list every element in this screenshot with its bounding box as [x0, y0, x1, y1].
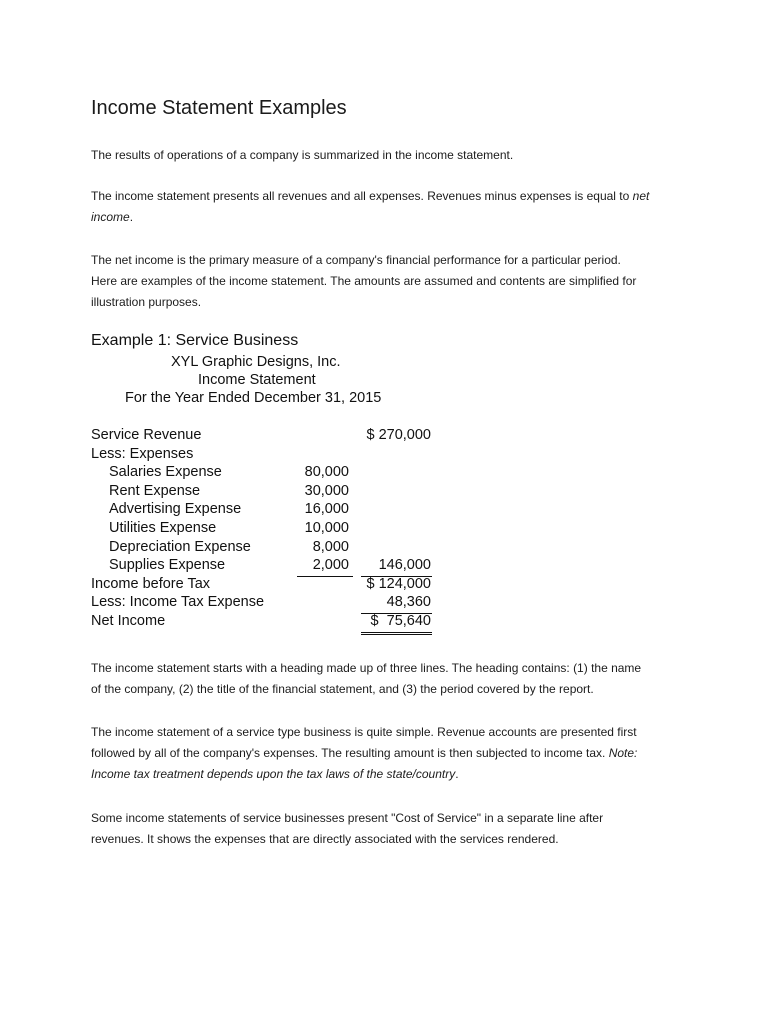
note-paragraph-3-line-2: revenues. It shows the expenses that are directly associated with the services rendered. — [91, 832, 559, 846]
net-income-emphasis-2: income — [91, 210, 130, 224]
net-income-double-rule-bottom — [361, 634, 432, 635]
note-paragraph-1 — [91, 658, 681, 700]
note-paragraph-3 — [91, 808, 681, 850]
intro-paragraph-2 — [91, 186, 681, 228]
intro-paragraph-3-line-2: Here are examples of the income statement. The amounts are assumed and contents are simplified for — [91, 274, 637, 288]
row-total-net-income: $ 75,640 — [370, 613, 431, 629]
net-income-emphasis-1: net — [632, 189, 650, 203]
row-total-expenses: 146,000 — [378, 557, 431, 574]
row-label-depreciation: Depreciation Expense — [109, 538, 251, 555]
row-label-net-income: Net Income — [91, 613, 166, 629]
note-paragraph-2-line-3 — [91, 764, 681, 785]
row-label-less-expenses: Less: Expenses — [91, 445, 194, 462]
intro-paragraph-3-line-3: illustration purposes. — [91, 295, 202, 309]
intro-paragraph-1: The results of operations of a company is summarized in the income statement. — [91, 148, 514, 162]
net-income-double-rule-top — [361, 632, 432, 633]
note-paragraph-2 — [91, 722, 681, 785]
intro-paragraph-2-text: The income statement presents all revenues and all expenses. Revenues minus expenses is equal to — [91, 189, 633, 203]
note-paragraph-2-text: followed by all of the company's expenses. The resulting amount is then subjected to income tax. — [91, 746, 609, 760]
row-total-income-tax: 48,360 — [386, 594, 431, 611]
company-name: XYL Graphic Designs, Inc. — [171, 354, 341, 370]
row-label-service-revenue: Service Revenue — [91, 427, 202, 443]
row-amount-depreciation: 8,000 — [312, 538, 349, 555]
intro-paragraph-3-line-1: The net income is the primary measure of a company's financial performance for a particular period. — [91, 253, 621, 267]
row-amount-salaries: 80,000 — [304, 464, 349, 481]
intro-paragraph-2-line-2 — [91, 207, 681, 228]
row-amount-advertising: 16,000 — [304, 501, 349, 518]
row-label-supplies: Supplies Expense — [109, 557, 226, 574]
row-total-income-before-tax: $ 124,000 — [366, 575, 431, 592]
note-paragraph-2-line-1: The income statement of a service type business is quite simple. Revenue accounts are presented first — [91, 725, 637, 739]
row-amount-utilities: 10,000 — [304, 520, 349, 536]
row-label-rent: Rent Expense — [109, 482, 201, 499]
row-label-income-before-tax: Income before Tax — [91, 575, 211, 592]
row-label-advertising: Advertising Expense — [109, 501, 242, 518]
intro-paragraph-2-line-1 — [91, 186, 681, 207]
page-title: Income Statement Examples — [91, 97, 347, 119]
note-label: Note: — [608, 746, 638, 760]
note-paragraph-1-line-2: of the company, (2) the title of the financial statement, and (3) the period covered by the report. — [91, 682, 594, 696]
statement-period: For the Year Ended December 31, 2015 — [125, 390, 382, 406]
intro-paragraph-3 — [91, 250, 681, 313]
row-label-salaries: Salaries Expense — [109, 464, 222, 481]
note-paragraph-2-line-2 — [91, 743, 681, 764]
note-paragraph-3-line-1: Some income statements of service businesses present "Cost of Service" in a separate line after — [91, 811, 604, 825]
tax-note-text: Income tax treatment depends upon the tax laws of the state/country — [91, 767, 456, 781]
row-label-income-tax: Less: Income Tax Expense — [91, 594, 265, 611]
row-label-utilities: Utilities Expense — [109, 520, 217, 536]
row-amount-supplies: 2,000 — [312, 557, 349, 574]
statement-title: Income Statement — [198, 372, 316, 388]
example-heading: Example 1: Service Business — [91, 332, 299, 349]
row-total-service-revenue: $ 270,000 — [366, 427, 431, 443]
expenses-subtotal-rule — [297, 576, 353, 577]
intro-paragraph-2-end: . — [129, 210, 134, 224]
row-amount-rent: 30,000 — [304, 482, 349, 499]
note-paragraph-1-line-1: The income statement starts with a heading made up of three lines. The heading contains: (1) the name — [91, 661, 642, 675]
tax-note-end: . — [455, 767, 459, 781]
